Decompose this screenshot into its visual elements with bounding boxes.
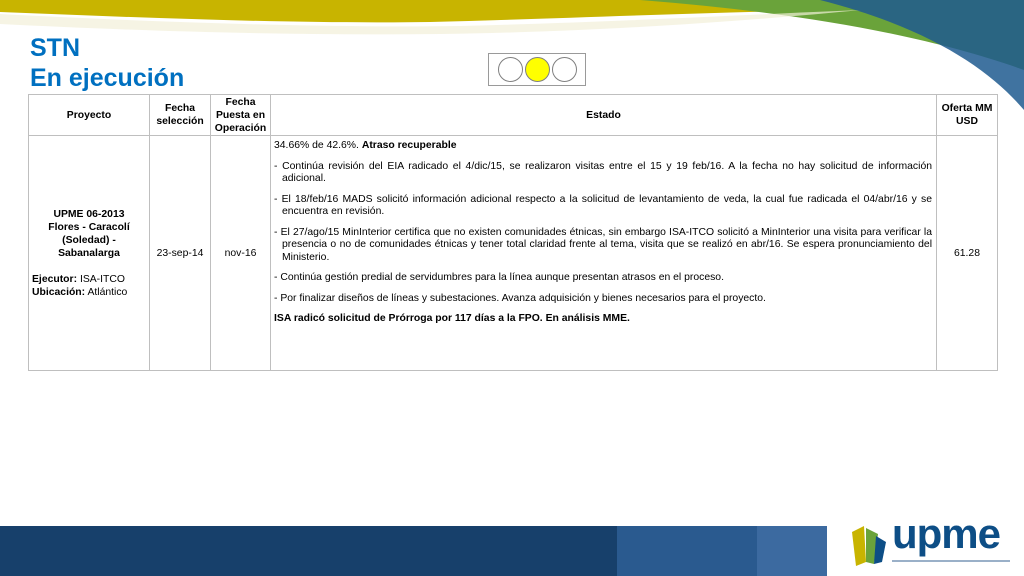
progress-text: 34.66% de 42.6%. — [274, 140, 359, 151]
upme-logo-mark-icon — [848, 522, 888, 568]
location-label: Ubicación: — [32, 286, 86, 298]
status-bullet: - Continúa gestión predial de servidumbres para la línea aunque presentan atrasos en el proceso. — [274, 272, 724, 283]
header-operation-date: Fecha Puesta en Operación — [211, 95, 271, 136]
status-traffic-light — [488, 53, 586, 86]
cell-status — [271, 136, 937, 371]
status-bullet: - El 18/feb/16 MADS solicitó información adicional respecto a la solicitud de levantamiento de veda, la cual fue radicada el 04/abr/16 y se encuentra en revisión. — [274, 193, 932, 217]
header-status: Estado — [271, 95, 937, 136]
delay-status: Atraso recuperable — [361, 140, 457, 151]
upme-logo: upme — [892, 510, 1001, 557]
header-offer: Oferta MM USD — [937, 95, 998, 136]
status-bullet: - El 27/ago/15 MinInterior certifica que no existen comunidades étnicas, sin embargo ISA-ITCO solicitó a MinInterior una visita para verificar la presencia o no de comunidades étnicas y tener total claridad frente al tema, visita que se realizó en abr/16. Se espera pronunciamiento del Ministerio. — [274, 226, 932, 263]
project-table — [28, 94, 998, 371]
cell-offer: 61.28 — [937, 136, 998, 371]
status-light-middle-active — [525, 57, 550, 82]
table-row — [29, 136, 998, 371]
executor-label: Ejecutor: — [32, 273, 78, 285]
cell-operation-date: nov-16 — [211, 136, 271, 371]
status-bullet: - Por finalizar diseños de líneas y subestaciones. Avanza adquisición y bienes necesarios para el proyecto. — [274, 292, 766, 304]
closing-note: ISA radicó solicitud de Prórroga por 117 días a la FPO. En análisis MME. — [274, 313, 630, 324]
header-project: Proyecto — [29, 95, 150, 136]
project-location — [32, 286, 146, 299]
project-code: UPME 06-2013 — [53, 208, 125, 220]
project-name: Flores - Caracolí (Soledad) - Sabanalarga — [48, 221, 130, 259]
progress-line — [274, 140, 932, 153]
location-value: Atlántico — [87, 286, 128, 298]
footer-shade — [617, 526, 757, 576]
logo-tagline-icon — [892, 558, 1012, 564]
status-light-right — [552, 57, 577, 82]
header-selection-date: Fecha selección — [150, 95, 211, 136]
executor-value: ISA-ITCO — [79, 273, 125, 285]
cell-project — [29, 136, 150, 371]
table-header-row — [29, 95, 998, 136]
project-executor — [32, 273, 146, 286]
status-light-left — [498, 57, 523, 82]
page-subtitle: En ejecución — [30, 64, 185, 92]
status-bullet: - Continúa revisión del EIA radicado el 4/dic/15, se realizaron visitas entre el 15 y 19 feb/16. A la fecha no hay solicitud de información adicional. — [274, 160, 932, 184]
footer-shade — [757, 526, 827, 576]
page-title: STN — [30, 34, 80, 62]
cell-selection-date: 23-sep-14 — [150, 136, 211, 371]
